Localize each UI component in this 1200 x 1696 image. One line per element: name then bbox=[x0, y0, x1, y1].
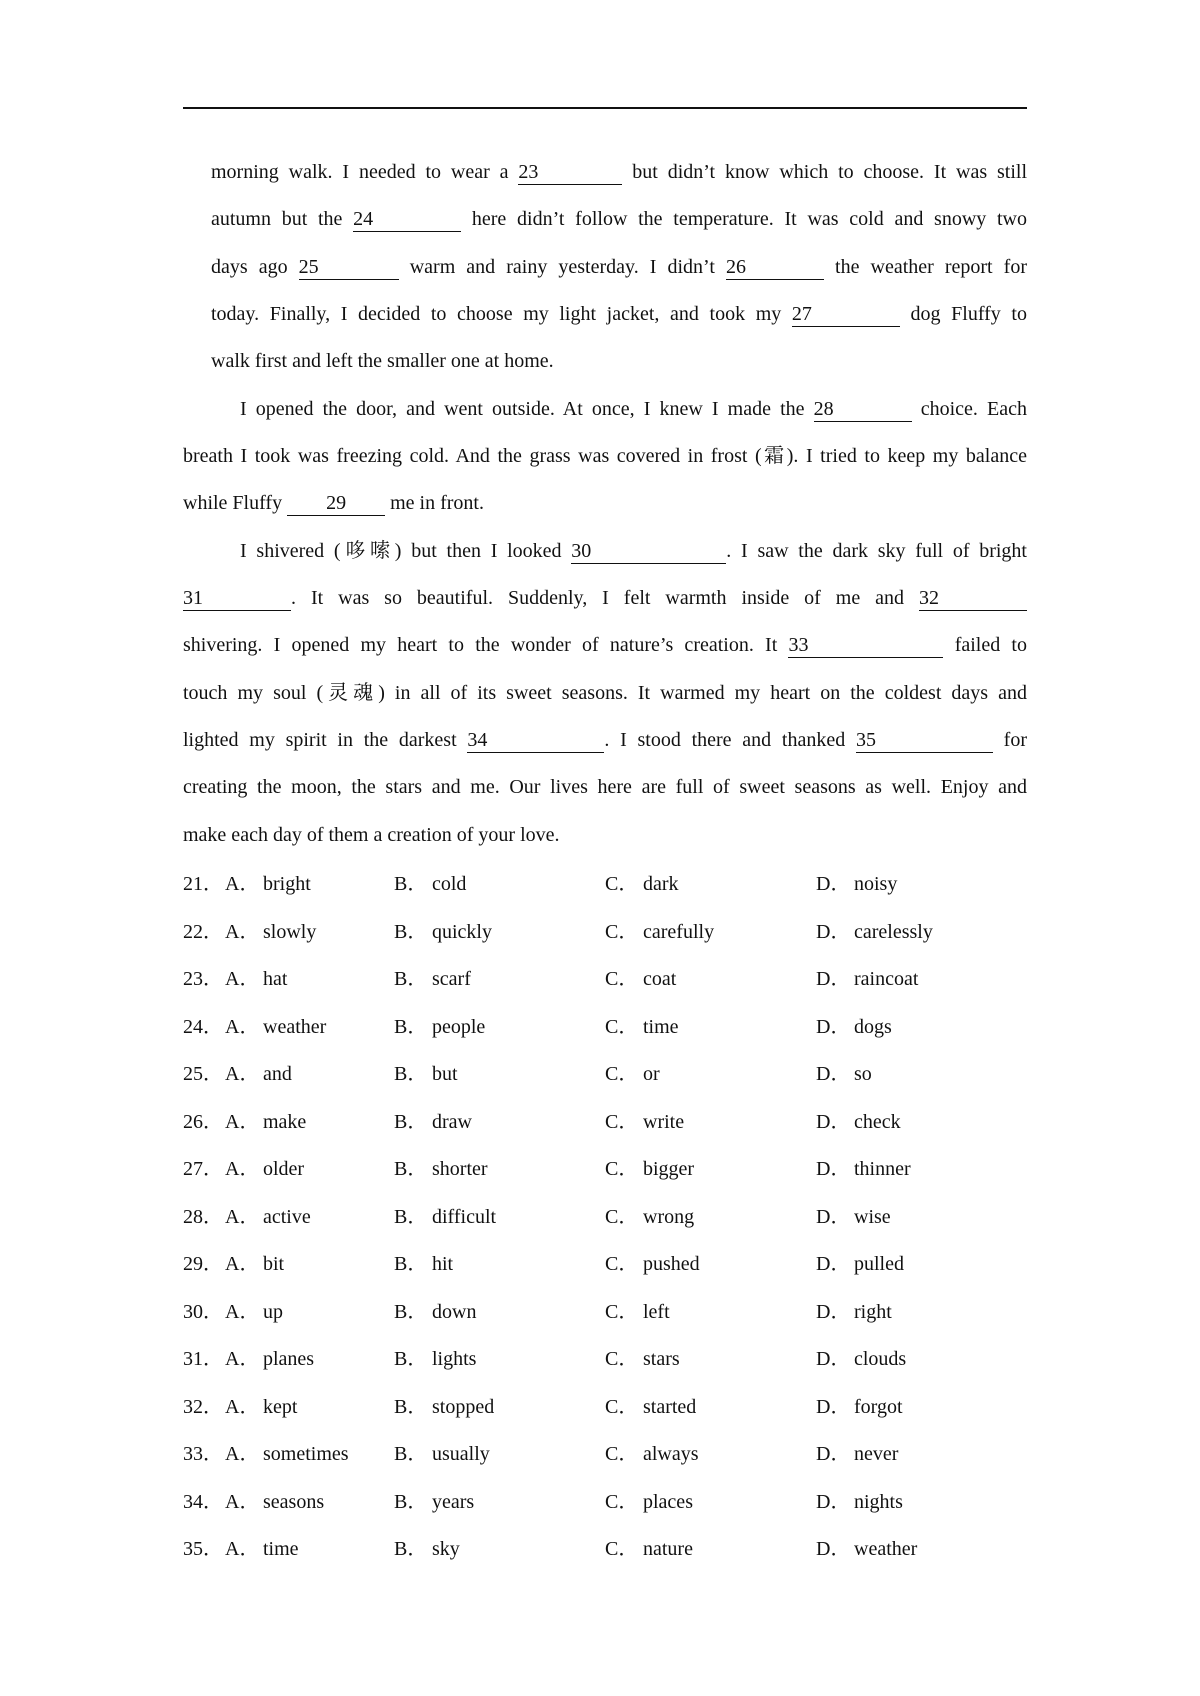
option-letter: C． bbox=[605, 1538, 639, 1560]
option-b bbox=[394, 1534, 460, 1564]
option-letter: A． bbox=[225, 1015, 260, 1038]
option-text: bit bbox=[263, 1253, 285, 1275]
option-text: seasons bbox=[263, 1490, 325, 1513]
option-b bbox=[394, 1012, 485, 1042]
option-text: lights bbox=[432, 1348, 477, 1370]
blank-34: 34 bbox=[467, 729, 604, 753]
option-text: forgot bbox=[854, 1395, 903, 1418]
option-text: shorter bbox=[432, 1158, 488, 1180]
option-letter: D． bbox=[816, 1348, 851, 1370]
passage-text: walk first and left the smaller one at home. bbox=[211, 350, 554, 372]
passage-line bbox=[211, 157, 1027, 187]
passage-line bbox=[211, 299, 1027, 329]
passage-text: . It was so beautiful. Suddenly, I felt warmth inside of me and bbox=[291, 587, 919, 609]
option-text: usually bbox=[432, 1443, 490, 1465]
option-text: pushed bbox=[643, 1253, 700, 1275]
option-d bbox=[816, 1297, 892, 1327]
passage-text: but didn’t know which to choose. It was still bbox=[622, 161, 1028, 183]
question-number: 28． bbox=[183, 1205, 223, 1228]
option-letter: D． bbox=[816, 1015, 851, 1038]
option-letter: D． bbox=[816, 1158, 851, 1180]
option-d bbox=[816, 964, 918, 994]
passage-text: dog Fluffy to bbox=[899, 303, 1027, 325]
question-number: 21． bbox=[183, 873, 223, 895]
passage-line bbox=[183, 678, 1027, 708]
option-text: planes bbox=[263, 1348, 315, 1370]
option-c bbox=[605, 869, 679, 899]
option-text: slowly bbox=[263, 920, 317, 943]
option-letter: D． bbox=[816, 1300, 851, 1323]
option-letter: C． bbox=[605, 968, 639, 990]
question-number: 25． bbox=[183, 1063, 223, 1085]
option-text: raincoat bbox=[854, 968, 919, 990]
option-letter: C． bbox=[605, 1395, 639, 1418]
option-a bbox=[225, 869, 311, 899]
passage-line bbox=[183, 630, 1027, 660]
option-letter: B． bbox=[394, 1063, 428, 1085]
option-letter: D． bbox=[816, 920, 851, 943]
option-b bbox=[394, 917, 492, 947]
option-letter: C． bbox=[605, 1300, 639, 1323]
passage-line bbox=[183, 820, 1027, 850]
header-rule bbox=[183, 107, 1027, 109]
option-letter: A． bbox=[225, 968, 260, 990]
option-text: check bbox=[854, 1110, 901, 1133]
passage-text: me in front. bbox=[385, 492, 484, 514]
option-text: sky bbox=[432, 1538, 460, 1560]
option-text: wrong bbox=[643, 1205, 695, 1228]
passage-text: . I stood there and thanked bbox=[604, 729, 856, 751]
option-d bbox=[816, 1107, 901, 1137]
option-letter: A． bbox=[225, 920, 260, 943]
option-text: dogs bbox=[854, 1015, 892, 1038]
option-text: sometimes bbox=[263, 1443, 349, 1465]
option-text: stars bbox=[643, 1348, 680, 1370]
option-a bbox=[225, 1012, 326, 1042]
option-text: hat bbox=[263, 968, 288, 990]
option-text: active bbox=[263, 1205, 311, 1228]
option-letter: A． bbox=[225, 873, 260, 895]
question-row bbox=[183, 1107, 1027, 1137]
question-row bbox=[183, 1249, 1027, 1279]
option-text: time bbox=[263, 1538, 299, 1560]
option-letter: A． bbox=[225, 1063, 260, 1085]
blank-32: 32 bbox=[919, 587, 1027, 611]
blank-30: 30 bbox=[571, 540, 726, 564]
blank-33: 33 bbox=[788, 634, 943, 658]
option-a bbox=[225, 964, 287, 994]
passage-text: while Fluffy bbox=[183, 492, 288, 514]
option-letter: C． bbox=[605, 1015, 639, 1038]
option-d bbox=[816, 1392, 903, 1422]
option-b bbox=[394, 1297, 476, 1327]
option-a bbox=[225, 1202, 311, 1232]
option-b bbox=[394, 1392, 494, 1422]
option-d bbox=[816, 869, 897, 899]
option-text: older bbox=[263, 1158, 305, 1180]
option-text: weather bbox=[263, 1015, 327, 1038]
option-letter: C． bbox=[605, 1348, 639, 1370]
passage-text: choice. Each bbox=[911, 398, 1027, 420]
option-letter: A． bbox=[225, 1300, 260, 1323]
option-a bbox=[225, 1392, 297, 1422]
option-text: bigger bbox=[643, 1158, 695, 1180]
option-text: pulled bbox=[854, 1253, 904, 1275]
option-c bbox=[605, 1344, 680, 1374]
option-letter: B． bbox=[394, 1538, 428, 1560]
option-c bbox=[605, 917, 714, 947]
option-text: places bbox=[643, 1490, 693, 1513]
question-number: 27． bbox=[183, 1158, 223, 1180]
passage-line bbox=[240, 536, 1027, 566]
question-number: 30． bbox=[183, 1300, 223, 1323]
option-letter: C． bbox=[605, 1205, 639, 1228]
option-letter: D． bbox=[816, 1110, 851, 1133]
question-number: 31． bbox=[183, 1348, 223, 1370]
option-text: wise bbox=[854, 1205, 891, 1228]
question-number: 24． bbox=[183, 1015, 223, 1038]
option-text: difficult bbox=[432, 1205, 497, 1228]
option-letter: D． bbox=[816, 1205, 851, 1228]
passage-text: autumn but the bbox=[211, 208, 354, 230]
option-d bbox=[816, 1344, 906, 1374]
option-d bbox=[816, 1487, 903, 1517]
option-c bbox=[605, 1534, 693, 1564]
passage-text: I opened the door, and went outside. At once, I knew I made the bbox=[240, 398, 814, 420]
passage-line bbox=[183, 772, 1027, 802]
option-b bbox=[394, 869, 466, 899]
option-d bbox=[816, 917, 933, 947]
option-text: people bbox=[432, 1015, 486, 1038]
passage-line bbox=[211, 252, 1027, 282]
option-text: make bbox=[263, 1110, 307, 1133]
option-letter: C． bbox=[605, 1490, 639, 1513]
passage-line bbox=[211, 204, 1027, 234]
option-text: nights bbox=[854, 1490, 903, 1513]
option-letter: A． bbox=[225, 1205, 260, 1228]
option-letter: C． bbox=[605, 1158, 639, 1180]
option-b bbox=[394, 1249, 453, 1279]
blank-26: 26 bbox=[726, 256, 824, 280]
question-number: 26． bbox=[183, 1110, 223, 1133]
option-c bbox=[605, 1487, 693, 1517]
option-c bbox=[605, 1392, 696, 1422]
passage-text: breath I took was freezing cold. And the grass was covered in frost (霜). I tried to keep my balance bbox=[183, 445, 1027, 467]
option-text: bright bbox=[263, 873, 311, 895]
option-letter: B． bbox=[394, 1158, 428, 1180]
question-number: 23． bbox=[183, 968, 223, 990]
option-c bbox=[605, 1059, 660, 1089]
option-c bbox=[605, 1154, 694, 1184]
blank-23: 23 bbox=[518, 161, 622, 185]
option-text: carefully bbox=[643, 920, 715, 943]
passage-text: failed to bbox=[943, 634, 1027, 656]
question-number: 33． bbox=[183, 1443, 223, 1465]
option-letter: A． bbox=[225, 1395, 260, 1418]
option-text: thinner bbox=[854, 1158, 911, 1180]
question-row bbox=[183, 1297, 1027, 1327]
option-letter: A． bbox=[225, 1110, 260, 1133]
option-letter: A． bbox=[225, 1348, 260, 1370]
question-row bbox=[183, 1487, 1027, 1517]
question-row bbox=[183, 917, 1027, 947]
option-text: nature bbox=[643, 1538, 693, 1560]
option-letter: B． bbox=[394, 1443, 428, 1465]
option-letter: C． bbox=[605, 1110, 639, 1133]
option-letter: B． bbox=[394, 920, 428, 943]
passage-line bbox=[183, 583, 1027, 613]
passage-text: shivering. I opened my heart to the wonder of nature’s creation. It bbox=[183, 634, 789, 656]
passage-text: today. Finally, I decided to choose my light jacket, and took my bbox=[211, 303, 792, 325]
question-row bbox=[183, 1439, 1027, 1469]
option-a bbox=[225, 1534, 299, 1564]
blank-31: 31 bbox=[183, 587, 291, 611]
passage-line bbox=[183, 488, 1027, 518]
passage-text: creating the moon, the stars and me. Our lives here are full of sweet seasons as well. Enjoy and bbox=[183, 776, 1027, 798]
option-b bbox=[394, 1107, 472, 1137]
option-d bbox=[816, 1534, 917, 1564]
option-letter: C． bbox=[605, 1063, 639, 1085]
option-letter: C． bbox=[605, 920, 639, 943]
option-text: stopped bbox=[432, 1395, 495, 1418]
option-b bbox=[394, 964, 471, 994]
option-c bbox=[605, 1202, 694, 1232]
option-text: scarf bbox=[432, 968, 471, 990]
option-c bbox=[605, 1439, 699, 1469]
option-text: up bbox=[263, 1300, 283, 1323]
option-text: left bbox=[643, 1300, 670, 1323]
option-text: so bbox=[854, 1063, 872, 1085]
passage-text: . I saw the dark sky full of bright bbox=[726, 540, 1027, 562]
passage-text: days ago bbox=[211, 256, 299, 278]
option-letter: B． bbox=[394, 1490, 428, 1513]
question-row bbox=[183, 1202, 1027, 1232]
option-text: years bbox=[432, 1490, 475, 1513]
passage-text: warm and rainy yesterday. I didn’t bbox=[398, 256, 726, 278]
option-c bbox=[605, 1297, 670, 1327]
option-a bbox=[225, 1297, 283, 1327]
option-b bbox=[394, 1059, 458, 1089]
option-d bbox=[816, 1249, 904, 1279]
option-a bbox=[225, 1439, 349, 1469]
option-text: noisy bbox=[854, 873, 898, 895]
option-letter: C． bbox=[605, 1443, 639, 1465]
option-a bbox=[225, 1107, 306, 1137]
passage-line bbox=[183, 441, 1027, 471]
passage-text: make each day of them a creation of your love. bbox=[183, 824, 560, 846]
blank-35: 35 bbox=[856, 729, 993, 753]
option-letter: B． bbox=[394, 1395, 428, 1418]
option-letter: D． bbox=[816, 1063, 851, 1085]
blank-28: 28 bbox=[814, 398, 912, 422]
option-letter: D． bbox=[816, 968, 851, 990]
option-letter: D． bbox=[816, 1490, 851, 1513]
option-text: down bbox=[432, 1300, 477, 1323]
option-c bbox=[605, 1107, 684, 1137]
option-text: hit bbox=[432, 1253, 454, 1275]
option-letter: C． bbox=[605, 873, 639, 895]
option-text: and bbox=[263, 1063, 292, 1085]
option-text: started bbox=[643, 1395, 697, 1418]
option-text: time bbox=[643, 1015, 679, 1038]
option-letter: B． bbox=[394, 873, 428, 895]
option-d bbox=[816, 1439, 898, 1469]
option-b bbox=[394, 1154, 488, 1184]
option-text: carelessly bbox=[854, 920, 933, 943]
option-a bbox=[225, 1154, 304, 1184]
option-a bbox=[225, 1344, 314, 1374]
passage-text: the weather report for bbox=[823, 256, 1027, 278]
option-d bbox=[816, 1154, 911, 1184]
option-text: draw bbox=[432, 1110, 472, 1133]
option-d bbox=[816, 1059, 872, 1089]
question-row bbox=[183, 1344, 1027, 1374]
blank-24: 24 bbox=[353, 208, 461, 232]
option-c bbox=[605, 964, 676, 994]
option-b bbox=[394, 1487, 474, 1517]
option-letter: D． bbox=[816, 1538, 851, 1560]
option-d bbox=[816, 1012, 892, 1042]
option-letter: D． bbox=[816, 873, 851, 895]
option-letter: D． bbox=[816, 1253, 851, 1275]
option-a bbox=[225, 1249, 284, 1279]
option-a bbox=[225, 1487, 324, 1517]
question-row bbox=[183, 869, 1027, 899]
option-letter: B． bbox=[394, 1110, 428, 1133]
option-text: quickly bbox=[432, 920, 492, 943]
passage-line bbox=[211, 346, 1027, 376]
option-b bbox=[394, 1344, 476, 1374]
option-c bbox=[605, 1012, 679, 1042]
blank-25: 25 bbox=[299, 256, 399, 280]
question-row bbox=[183, 1012, 1027, 1042]
option-letter: B． bbox=[394, 968, 428, 990]
option-text: or bbox=[643, 1063, 660, 1085]
passage-text: I shivered (哆嗦) but then I looked bbox=[240, 540, 572, 562]
option-letter: C． bbox=[605, 1253, 639, 1275]
blank-27: 27 bbox=[792, 303, 900, 327]
question-number: 22． bbox=[183, 920, 223, 943]
option-d bbox=[816, 1202, 891, 1232]
option-letter: B． bbox=[394, 1253, 428, 1275]
option-letter: D． bbox=[816, 1395, 851, 1418]
option-letter: B． bbox=[394, 1300, 428, 1323]
option-b bbox=[394, 1202, 496, 1232]
option-letter: A． bbox=[225, 1443, 260, 1465]
question-number: 34． bbox=[183, 1490, 223, 1513]
option-text: clouds bbox=[854, 1348, 907, 1370]
option-letter: B． bbox=[394, 1205, 428, 1228]
question-number: 29． bbox=[183, 1253, 223, 1275]
blank-29: 29 bbox=[287, 492, 385, 516]
passage-text: lighted my spirit in the darkest bbox=[183, 729, 468, 751]
option-c bbox=[605, 1249, 700, 1279]
option-text: write bbox=[643, 1110, 685, 1133]
option-text: coat bbox=[643, 968, 677, 990]
option-a bbox=[225, 1059, 292, 1089]
passage-text: here didn’t follow the temperature. It was cold and snowy two bbox=[461, 208, 1027, 230]
option-text: dark bbox=[643, 873, 679, 895]
passage-line bbox=[240, 394, 1027, 424]
passage-text: morning walk. I needed to wear a bbox=[211, 161, 519, 183]
option-text: weather bbox=[854, 1538, 918, 1560]
option-letter: B． bbox=[394, 1348, 428, 1370]
option-letter: A． bbox=[225, 1490, 260, 1513]
question-row bbox=[183, 964, 1027, 994]
option-letter: A． bbox=[225, 1253, 260, 1275]
option-text: kept bbox=[263, 1395, 298, 1418]
option-text: always bbox=[643, 1443, 699, 1465]
question-row bbox=[183, 1059, 1027, 1089]
passage-line bbox=[183, 725, 1027, 755]
option-letter: A． bbox=[225, 1538, 260, 1560]
option-text: right bbox=[854, 1300, 892, 1323]
option-a bbox=[225, 917, 316, 947]
option-text: but bbox=[432, 1063, 458, 1085]
question-row bbox=[183, 1534, 1027, 1564]
option-letter: B． bbox=[394, 1015, 428, 1038]
option-text: never bbox=[854, 1443, 899, 1465]
question-number: 35． bbox=[183, 1538, 223, 1560]
question-row bbox=[183, 1392, 1027, 1422]
question-row bbox=[183, 1154, 1027, 1184]
question-number: 32． bbox=[183, 1395, 223, 1418]
option-letter: A． bbox=[225, 1158, 260, 1180]
option-b bbox=[394, 1439, 490, 1469]
option-letter: D． bbox=[816, 1443, 851, 1465]
passage-text: for bbox=[992, 729, 1027, 751]
option-text: cold bbox=[432, 873, 467, 895]
passage-text: touch my soul (灵魂) in all of its sweet seasons. It warmed my heart on the coldest days and bbox=[183, 682, 1027, 704]
